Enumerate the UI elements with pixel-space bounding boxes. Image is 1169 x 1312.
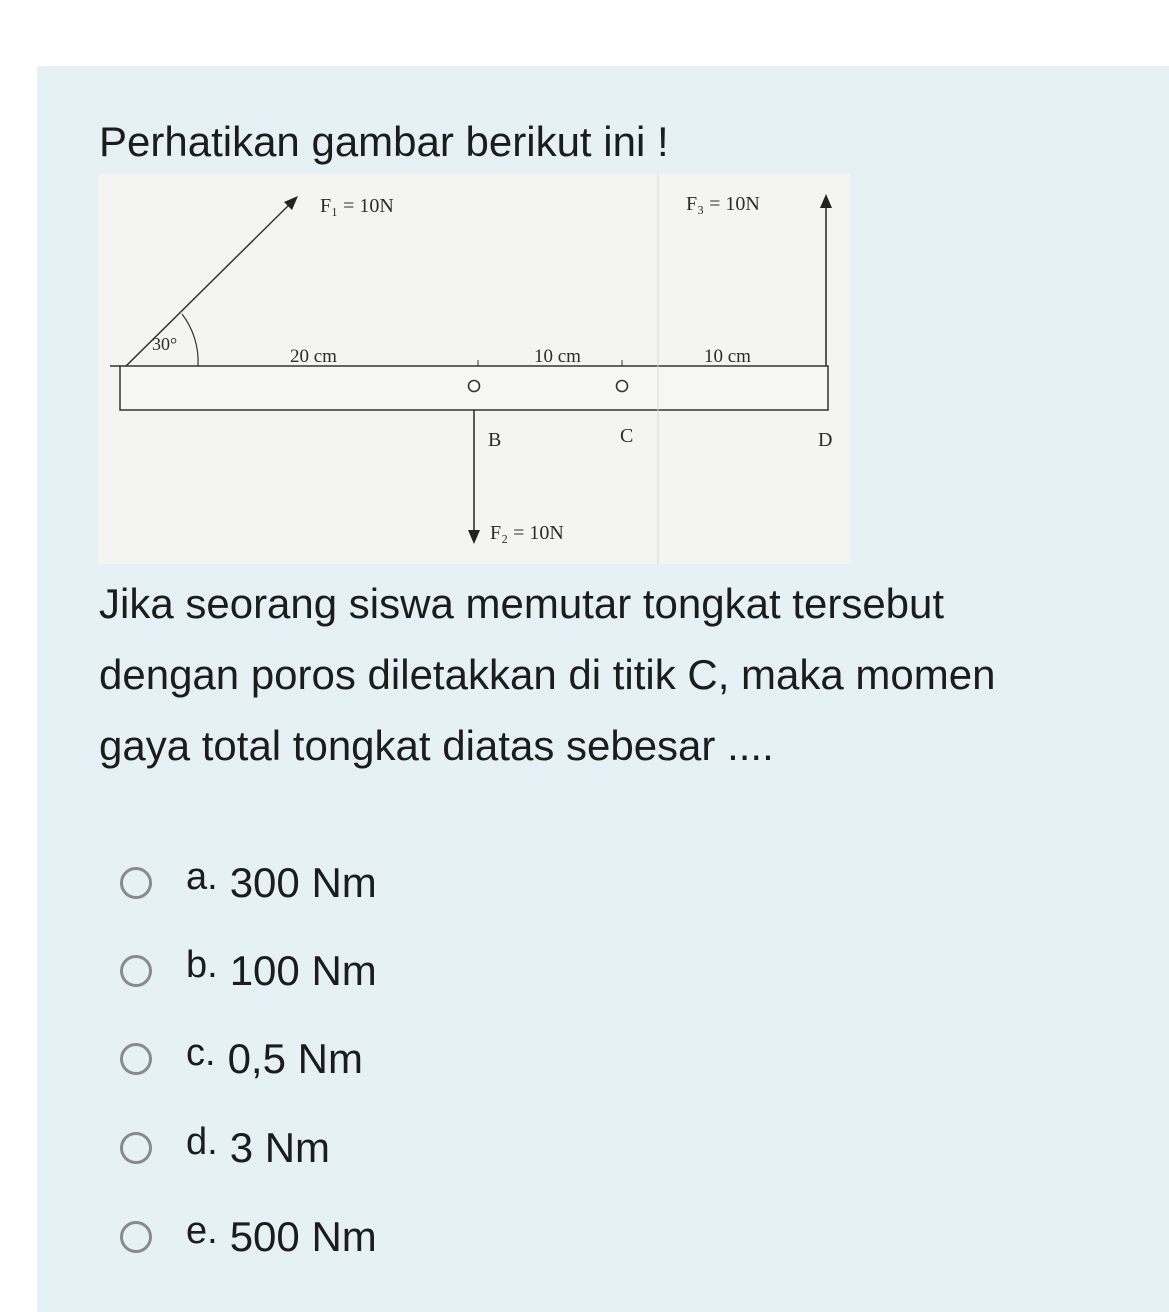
option-b[interactable] <box>120 936 540 1006</box>
option-text: 3 Nm <box>229 1124 331 1171</box>
option-letter: d. <box>186 1120 218 1163</box>
point-b-label: B <box>488 429 502 451</box>
radio-button[interactable] <box>120 1043 152 1075</box>
point-c-label: C <box>620 425 634 447</box>
option-text: 500 Nm <box>229 1213 377 1260</box>
distance-label-1: 20 cm <box>290 346 337 367</box>
option-text: 300 Nm <box>229 859 377 906</box>
option-e[interactable] <box>120 1202 540 1272</box>
radio-button[interactable] <box>120 1132 152 1164</box>
force-f1-label: F₁ = 10N <box>320 195 394 217</box>
question-prompt: Perhatikan gambar berikut ini ! <box>99 118 669 165</box>
option-letter: e. <box>186 1209 218 1252</box>
distance-label-2: 10 cm <box>534 346 581 367</box>
distance-label-3: 10 cm <box>704 346 751 367</box>
option-letter: a. <box>186 855 218 898</box>
angle-label: 30° <box>152 334 178 354</box>
point-d-label: D <box>818 429 833 451</box>
force-f3-label: F₃ = 10N <box>686 193 760 215</box>
question-line: Jika seorang siswa memutar tongkat tersebut <box>99 580 945 627</box>
option-a[interactable] <box>120 848 540 918</box>
option-letter: b. <box>186 943 218 986</box>
option-c[interactable] <box>120 1024 540 1094</box>
force-f2-label: F₂ = 10N <box>490 522 564 544</box>
lever-diagram <box>98 174 850 564</box>
radio-button[interactable] <box>120 955 152 987</box>
question-line: gaya total tongkat diatas sebesar .... <box>99 722 774 769</box>
angle-arc <box>182 314 198 366</box>
option-letter: c. <box>186 1031 216 1074</box>
point-c-marker <box>617 381 628 392</box>
option-text: 100 Nm <box>229 947 377 994</box>
question-text <box>99 568 1159 781</box>
radio-button[interactable] <box>120 867 152 899</box>
point-b-marker <box>469 381 480 392</box>
question-line: dengan poros diletakkan di titik C, maka momen <box>99 651 996 698</box>
option-text: 0,5 Nm <box>227 1035 363 1082</box>
option-d[interactable] <box>120 1113 540 1183</box>
radio-button[interactable] <box>120 1221 152 1253</box>
